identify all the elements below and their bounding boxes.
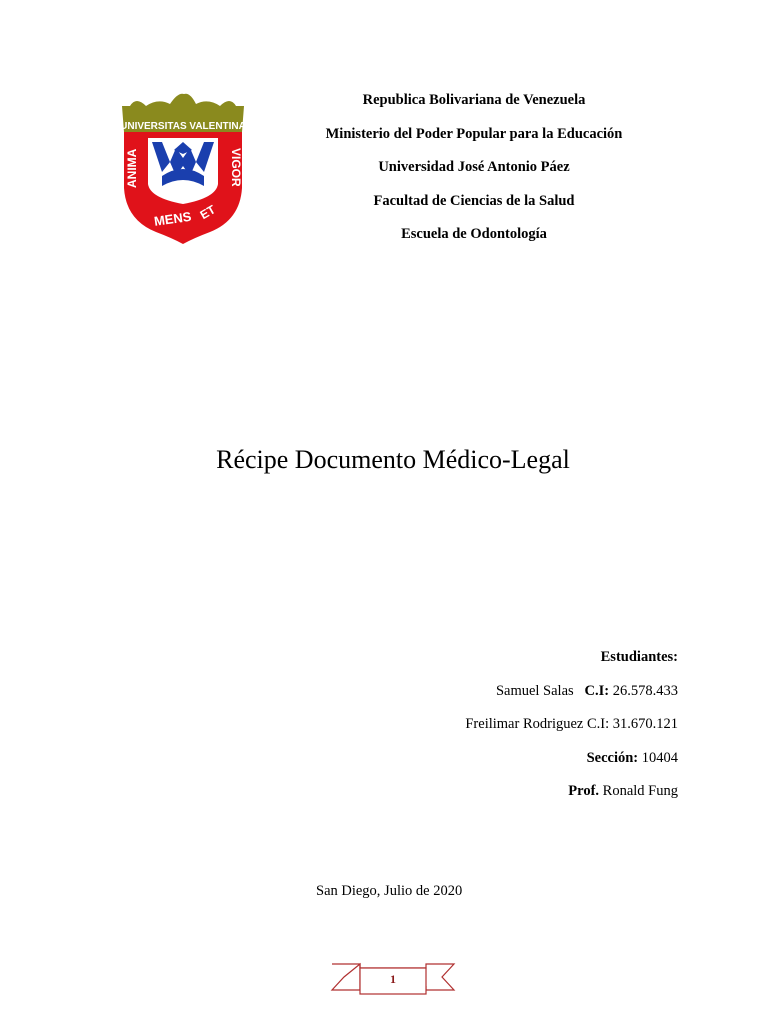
page-number: 1: [390, 972, 396, 986]
header-line-ministry: Ministerio del Poder Popular para la Educación: [325, 125, 623, 142]
institution-header: [270, 92, 678, 260]
professor-row: [298, 783, 678, 817]
section-value: 10404: [641, 749, 678, 766]
student-1-ci-label: C.I:: [584, 682, 610, 699]
student-2-ci: 31.670.121: [612, 716, 678, 732]
professor-label: Prof.: [568, 783, 600, 799]
header-line-republic: Republica Bolivariana de Venezuela: [362, 92, 586, 108]
section-row: [298, 750, 678, 784]
student-1-ci: 26.578.433: [612, 682, 678, 699]
place-date: San Diego, Julio de 2020: [316, 883, 463, 899]
header-line-school: Escuela de Odontología: [401, 226, 547, 242]
student-2-ci-label: C.I:: [586, 716, 610, 732]
page-number-ribbon: [330, 960, 456, 996]
header-line-faculty: Facultad de Ciencias de la Salud: [373, 192, 575, 209]
crest-text-right: VIGOR: [229, 148, 243, 187]
university-logo: [118, 92, 248, 244]
students-block: [298, 649, 678, 817]
crest-text-bottom-left: MENS: [153, 208, 193, 229]
student-2-row: [298, 716, 678, 750]
crest-text-left: ANIMA: [125, 148, 139, 188]
crest-text-bottom-right: ET: [197, 202, 218, 223]
section-label: Sección:: [586, 749, 639, 766]
professor-name: Ronald Fung: [602, 783, 678, 799]
crest-text-top: UNIVERSITAS VALENTINA: [120, 121, 246, 132]
header-line-university: Universidad José Antonio Páez: [378, 159, 570, 175]
student-2-name: Freilimar Rodriguez: [465, 716, 584, 732]
students-heading: Estudiantes:: [600, 649, 678, 665]
document-title: Récipe Documento Médico-Legal: [216, 445, 570, 474]
student-1-row: [298, 683, 678, 717]
student-1-name: Samuel Salas: [495, 682, 574, 699]
